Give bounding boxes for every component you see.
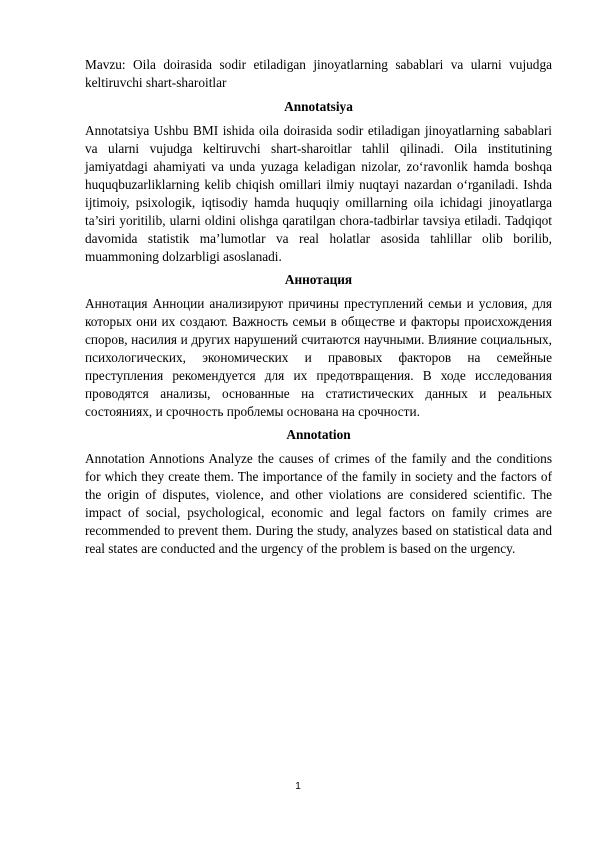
section-text-english: Annotation Annotions Analyze the causes of crimes of the family and the conditions for which they create them. The importance of the family in society and the factors of the origin of disputes, violence, and other violations are considered scientific. The impact of social, psychological, economic and legal factors on family crimes are recommended to prevent them. During the study, analyzes based on statistical data and real states are conducted and the urgency of the problem is based on the urgency.	[85, 451, 552, 556]
section-heading-russian: Аннотация	[284, 272, 353, 287]
page-content	[85, 56, 552, 563]
section-text-uzbek: Annotatsiya Ushbu BMI ishida oila doirasida sodir etiladigan jinoyatlarning sabablari va ularni vujudga keltiruvchi shart-sharoitlar tahlil qilinadi. Oila institutining jamiyatdagi ahamiyati va unda yuzaga keladigan nizolar, zo‘ravonlik hamda boshqa huquqbuzarliklarning kelib chiqish omillari ilmiy nuqtayi nazardan o‘rganiladi. Ishda ijtimoiy, psixologik, iqtisodiy hamda huquqiy omillarning oila ichidagi jinoyatlarga ta’siri yoritilib, ularni oldini olishga qaratilgan chora-tadbirlar tavsiya etiladi. Tadqiqot davomida statistik ma’lumotlar va real holatlar asosida tahlillar olib borilib, muammoning dolzarbligi asoslanadi.	[85, 123, 552, 264]
page-number: 1	[295, 781, 301, 792]
section-heading-english: Annotation	[286, 427, 351, 442]
document-topic: Mavzu: Oila doirasida sodir etiladigan jinoyatlarning sabablari va ularni vujudga keltiruvchi shart-sharoitlar	[85, 57, 552, 90]
section-heading-uzbek: Annotatsiya	[284, 99, 353, 114]
section-text-russian: Аннотация Анноции анализируют причины преступлений семьи и условия, для которых они их создают. Важность семьи в обществе и факторы происхождения споров, насилия и других нарушений считаются научными. Влияние социальных, психологических, экономических и правовых факторов на семейные преступления рекомендуется для их предотвращения. В ходе исследования проводятся анализы, основанные на статистических данных и реальных состояниях, и срочность проблемы основана на срочности.	[85, 296, 552, 419]
